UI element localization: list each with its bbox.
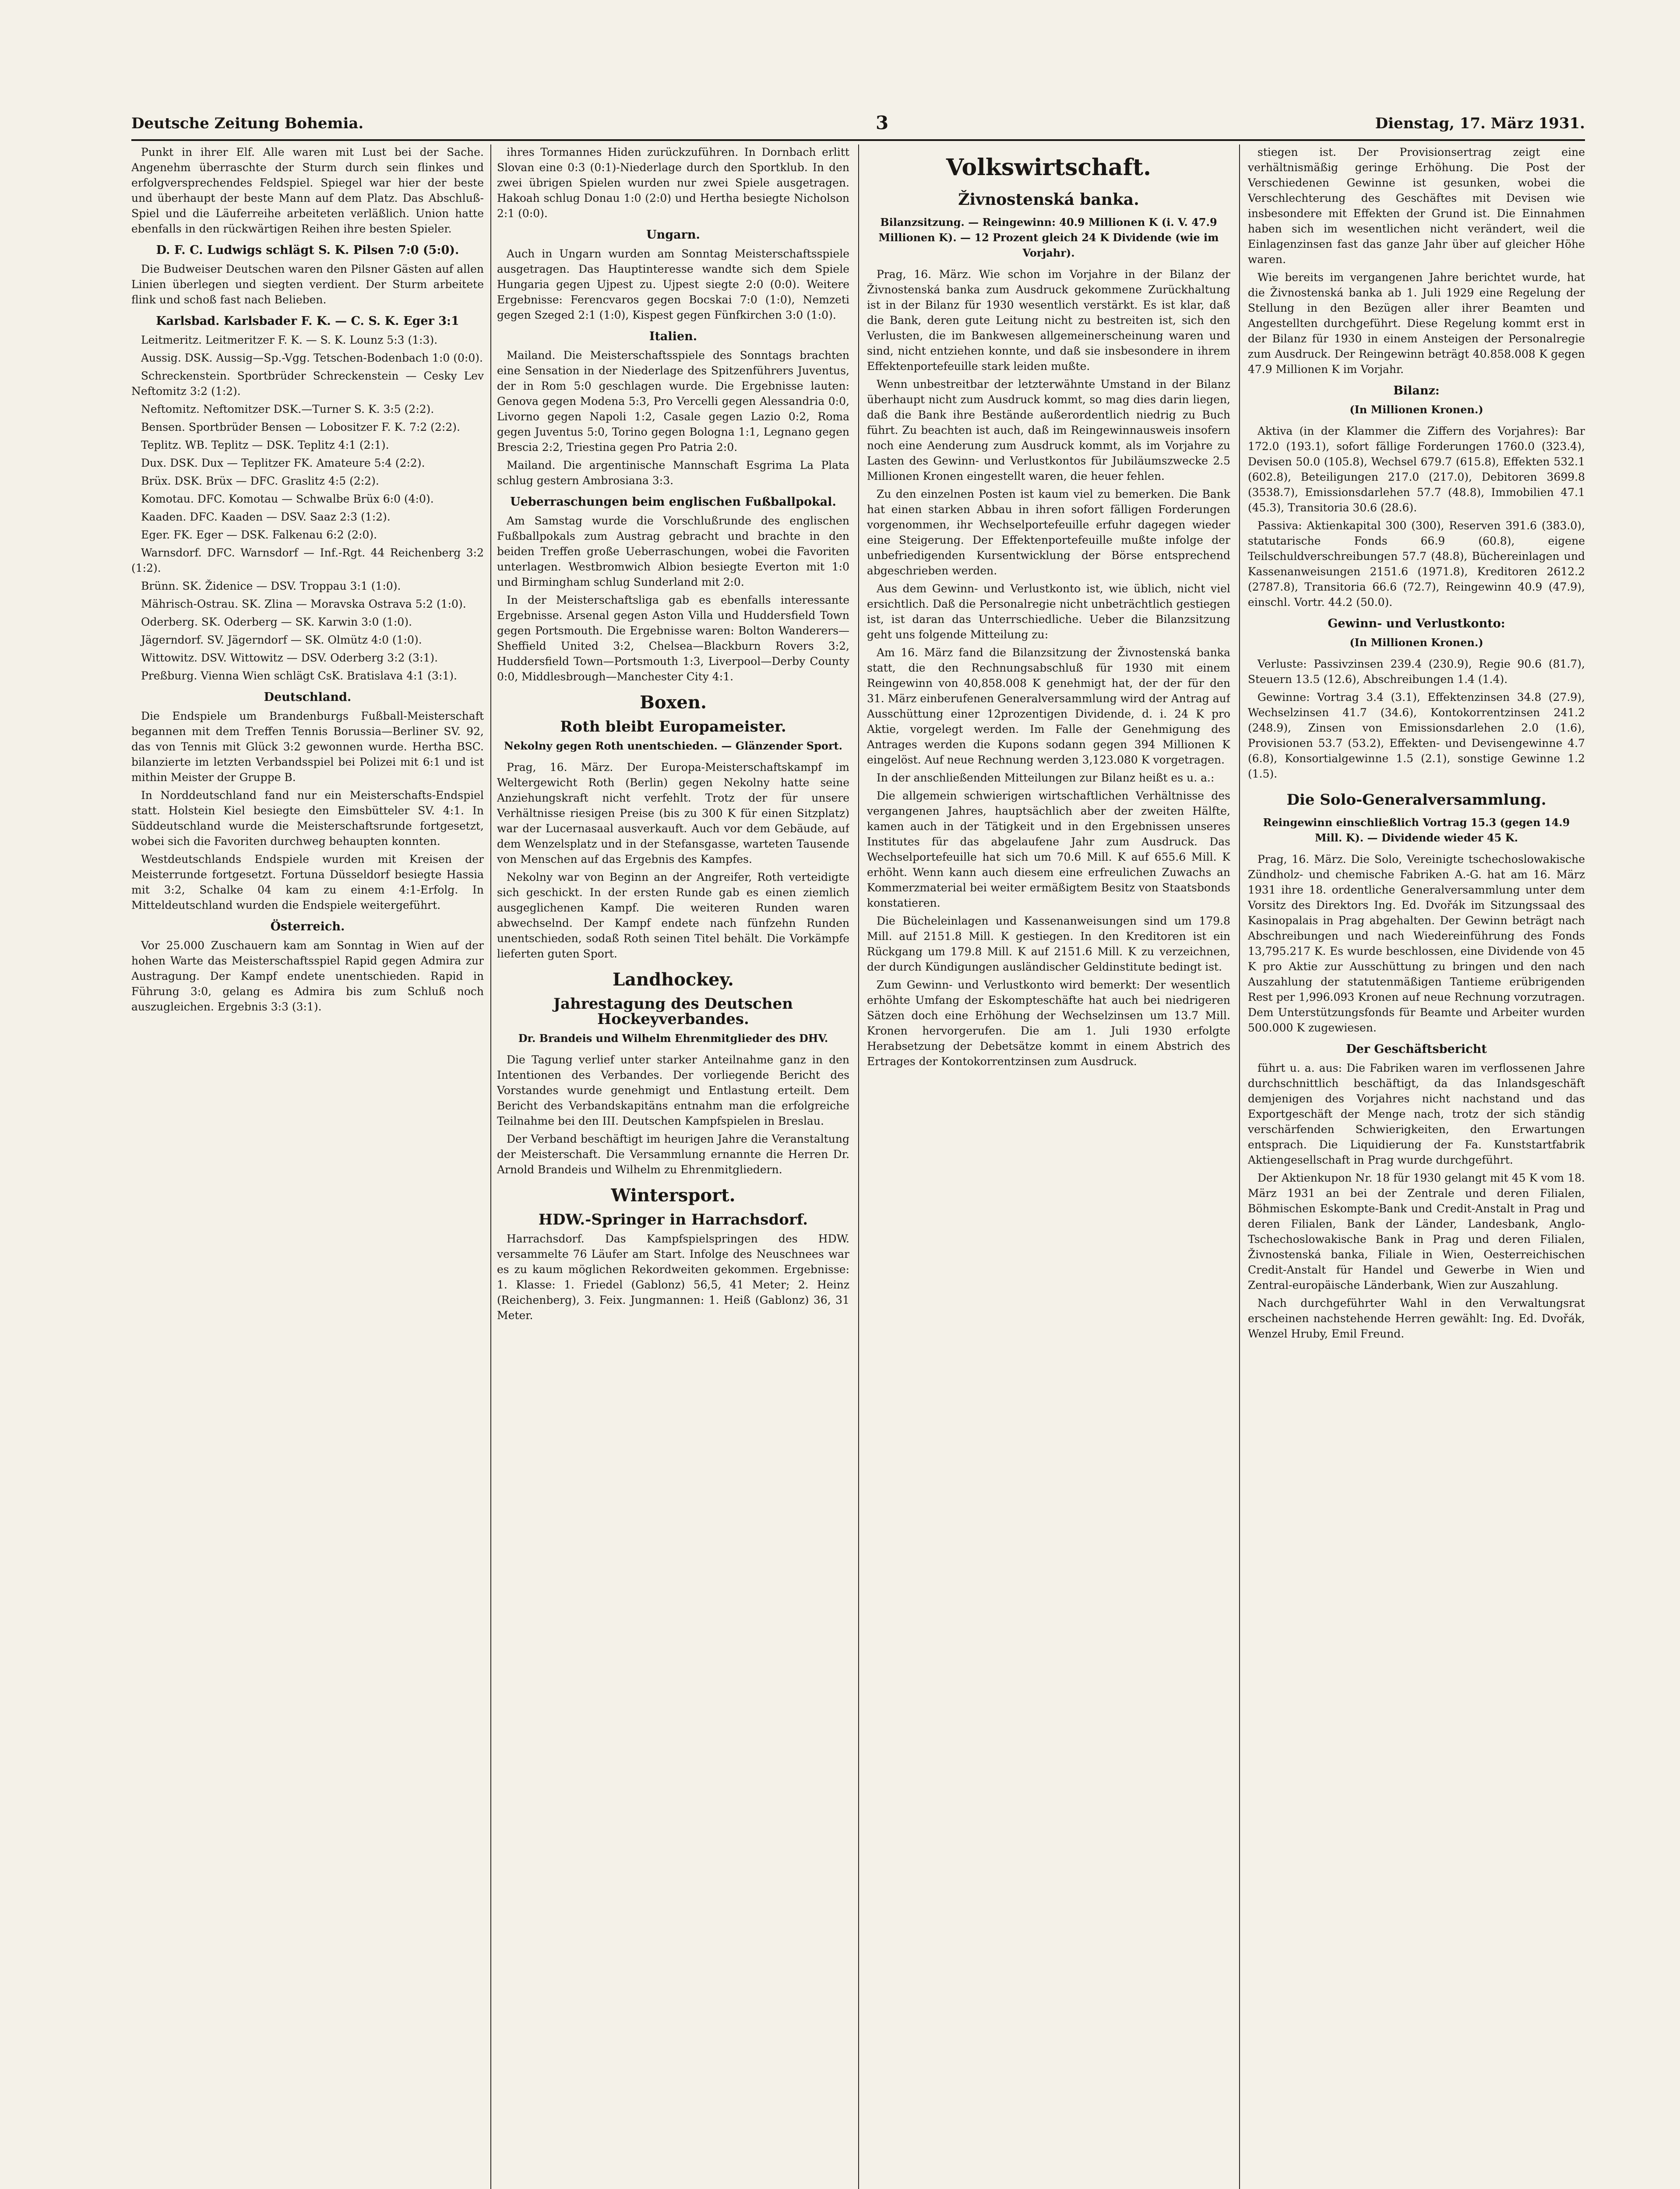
article-paragraph: Passiva: Aktienkapital 300 (300), Reserven 391.6 (383.0), statutarische Fonds 66.9 (60.8), eigene Teilschuldverschreibungen 57.7 (48.8), Büchereinlagen und Kassenanweisungen 2151.6 (1971.8), Kreditoren 2612.2 (2787.8), Transitoria 66.6 (72.7), Reingewinn 40.9 (47.9), einschl. Vortr. 44.2 (50.0). (1248, 519, 1585, 609)
headline: Roth bleibt Europameister. (560, 718, 786, 736)
result-line: Leitmeritz. Leitmeritzer F. K. — S. K. Lounz 5:3 (1:3). (141, 334, 438, 346)
section-title-boxen: Boxen. (640, 692, 707, 713)
subheading: (In Millionen Kronen.) (1349, 636, 1483, 649)
article-paragraph: führt u. a. aus: Die Fabriken waren im verflossenen Jahre durchschnittlich beschäftigt, da das Inlandsgeschäft demjenigen des Vorjahres nicht nachstand und das Exportgeschäft der Menge nach, trotz der sich ständig verschärfenden Schwierigkeiten, den Erwartungen entsprach. Die Liquidierung der Fa. Kunststartfabrik Aktiengesellschaft in Prag wurde durchgeführt. (1248, 1062, 1585, 1166)
article-paragraph: Die Budweiser Deutschen waren den Pilsner Gästen auf allen Linien überlegen und siegten verdient. Der Sturm arbeitete flink und schoß fast nach Belieben. (131, 263, 484, 306)
column-divider (1239, 144, 1240, 2189)
result-line: Mährisch-Ostrau. SK. Zlina — Moravska Ostrava 5:2 (1:0). (141, 598, 466, 610)
result-line: Warnsdorf. DFC. Warnsdorf — Inf.-Rgt. 44 Reichenberg 3:2 (1:2). (131, 546, 484, 574)
headline: Živnostenská banka. (958, 190, 1139, 209)
page-number: 3 (876, 112, 889, 134)
column-economy-2 (1248, 144, 1585, 2189)
result-line: Aussig. DSK. Aussig—Sp.-Vgg. Tetschen-Bodenbach 1:0 (0:0). (141, 352, 483, 364)
masthead (131, 112, 1585, 137)
result-line: Wittowitz. DSV. Wittowitz — DSV. Oderberg 3:2 (3:1). (141, 651, 438, 664)
result-line: Preßburg. Vienna Wien schlägt CsK. Bratislava 4:1 (3:1). (141, 669, 457, 682)
article-paragraph: Prag, 16. März. Wie schon im Vorjahre in der Bilanz der Živnostenská banka zum Ausdruck gekommene Zurückhaltung ist in der Bilanz für 1930 wesentlich verstärkt. Es ist klar, daß die Bank, deren gute Leitung nicht zu bestreiten ist, sich den Verlusten, die im Bankwesen allgemeinerscheinung waren und sind, nicht entziehen konnte, und daß sie insbesondere in ihrem Effektenportefeuille stark leiden mußte. (867, 268, 1230, 373)
subheadline: Bilanzsitzung. — Reingewinn: 40.9 Millionen K (i. V. 47.9 Millionen K). — 12 Prozent gleich 24 K Dividende (wie im Vorjahr). (878, 216, 1219, 259)
column-divider (858, 144, 859, 2189)
subheadline: Reingewinn einschließlich Vortrag 15.3 (gegen 14.9 Mill. K). — Dividende wieder 45 K. (1263, 816, 1570, 844)
result-line: Eger. FK. Eger — DSK. Falkenau 6:2 (2:0). (141, 528, 377, 541)
section-heading: Karlsbad. Karlsbader F. K. — C. S. K. Eger 3:1 (156, 314, 459, 328)
section-heading: Ueberraschungen beim englischen Fußballpokal. (510, 495, 836, 509)
section-heading: Deutschland. (264, 690, 352, 704)
article-paragraph: Vor 25.000 Zuschauern kam am Sonntag in Wien auf der hohen Warte das Meisterschaftsspiel Rapid gegen Admira zur Austragung. Der Kampf endete unentschieden. Rapid in Führung 3:0, gelang es Admira bis zum Schluß noch auszugleichen. Ergebnis 3:3 (3:1). (131, 939, 484, 1013)
article-paragraph: Nach durchgeführter Wahl in den Verwaltungsrat erscheinen nachstehende Herren gewählt: Ing. Ed. Dvořák, Wenzel Hruby, Emil Freund. (1248, 1297, 1585, 1340)
headline: Die Solo-Generalversammlung. (1286, 791, 1546, 809)
article-paragraph: Prag, 16. März. Der Europa-Meisterschaftskampf im Weltergewicht Roth (Berlin) gegen Nekolny hatte seine Anziehungskraft nicht verfehlt. Trotz der für unsere Verhältnisse riesigen Preise (bis zu 300 K für einen Sitzplatz) war der Lucernasaal ausverkauft. Auch vor dem Gebäude, auf dem Wenzelsplatz und in der Stefansgasse, warteten Tausende von Menschen auf das Ergebnis des Kampfes. (497, 761, 849, 866)
headline: Jahrestagung des Deutschen Hockeyverbandes. (553, 995, 793, 1028)
article-paragraph: In Norddeutschland fand nur ein Meisterschafts-Endspiel statt. Holstein Kiel besiegte den Eimsbütteler SV. 4:1. In Süddeutschland wurde die Meisterschaftsrunde fortgesetzt, wobei sich die Favoriten durchweg behaupten konnten. (131, 789, 484, 848)
headline: HDW.-Springer in Harrachsdorf. (538, 1211, 808, 1228)
article-paragraph: Am Samstag wurde die Vorschlußrunde des englischen Fußballpokals zum Austrag gebracht und brachte in den beiden Treffen große Ueberraschungen, wobei die Favoriten unterlagen. Westbromwich Albion besiegte Everton mit 1:0 und Birmingham schlug Sunderland mit 2:0. (497, 514, 849, 588)
article-paragraph: Wie bereits im vergangenen Jahre berichtet wurde, hat die Živnostenská banka ab 1. Juli 1929 eine Regelung der Stellung in den Bezügen aller ihrer Beamten und Angestellten durchgeführt. Diese Regelung kommt erst in der Bilanz für 1930 in einem Ansteigen der Personalregie zum Ausdruck. Der Reingewinn beträgt 40.858.008 K gegen 47.9 Millionen K im Vorjahr. (1248, 271, 1585, 376)
article-paragraph: Der Aktienkupon Nr. 18 für 1930 gelangt mit 45 K vom 18. März 1931 an bei der Zentrale und deren Filialen, Böhmischen Eskompte-Bank und Credit-Anstalt in Prag und deren Filialen, Bank der Länder, Landesbank, Anglo-Tschechoslowakische Bank in Prag und deren Filialen, Živnostenská banka, Filiale in Wien, Oesterreichischen Credit-Anstalt für Handel und Gewerbe in Wien und Zentral-europäische Länderbank, Wien zur Auszahlung. (1248, 1172, 1585, 1292)
article-paragraph: In der Meisterschaftsliga gab es ebenfalls interessante Ergebnisse. Arsenal gegen Aston Villa und Huddersfield Town gegen Portsmouth. Die Ergebnisse waren: Bolton Wanderers—Sheffield United 3:2, Chelsea—Blackburn Rovers 3:2, Huddersfield Town—Portsmouth 1:3, Liverpool—Derby County 0:0, Middlesbrough—Manchester City 4:1. (497, 594, 849, 683)
masthead-rule (131, 139, 1585, 141)
article-paragraph: Aktiva (in der Klammer die Ziffern des Vorjahres): Bar 172.0 (193.1), sofort fällige Forderungen 1760.0 (323.4), Devisen 50.0 (105.8), Wechsel 679.7 (615.8), Effekten 532.1 (602.8), Beteiligungen 217.0 (217.0), Debitoren 3699.8 (3538.7), Emissionsdarlehen 57.7 (48.8), Immobilien 47.1 (45.3), Transitoria 30.6 (28.6). (1248, 425, 1585, 514)
subheading: (In Millionen Kronen.) (1349, 403, 1483, 416)
article-paragraph: Die allgemein schwierigen wirtschaftlichen Verhältnisse des vergangenen Jahres, hauptsächlich aber der zweiten Hälfte, kamen auch in der Tätigkeit und in den Ergebnissen unseres Institutes für das abgelaufene Jahr zum Ausdruck. Das Wechselportefeuille hat sich um 70.6 Mill. K auf 655.6 Mill. K erhöht. Wenn kann auch diesem eine erfreulichen Zuwachs an Kommerzmaterial bei weiter ermäßigtem Besitz von Staatsbonds konstatieren. (867, 789, 1230, 909)
section-heading: Österreich. (270, 920, 345, 933)
column-sport-football (131, 144, 484, 2189)
column-divider (490, 144, 491, 2189)
article-paragraph: Die Bücheleinlagen und Kassenanweisungen sind um 179.8 Mill. auf 2151.8 Mill. K gestiegen. In den Kreditoren ist ein Rückgang um 179.8 Mill. K auf 2151.6 Mill. K zu verzeichnen, der durch Kündigungen ausländischer Geldinstitute bedingt ist. (867, 915, 1230, 973)
article-paragraph: Aus dem Gewinn- und Verlustkonto ist, wie üblich, nicht viel ersichtlich. Daß die Personalregie nicht unbeträchtlich gestiegen ist, ist daran das Unterrschiedliche. Ueber die Bilanzsitzung geht uns folgende Mitteilung zu: (867, 582, 1230, 641)
article-paragraph: Zum Gewinn- und Verlustkonto wird bemerkt: Der wesentlich erhöhte Umfang der Eskompteschäfte hat auch bei niedrigeren Sätzen doch eine Erhöhung der Wechselzinsen um 13.7 Mill. Kronen hervorgerufen. Die am 1. Juli 1930 erfolgte Herabsetzung der Debetsätze kommt in einem Abstrich des Ertrages der Kontokorrentzinsen zum Ausdruck. (867, 978, 1230, 1068)
article-paragraph: Zu den einzelnen Posten ist kaum viel zu bemerken. Die Bank hat einen starken Abbau in ihren sofort fälligen Forderungen vorgenommen, ihr Wechselportefeuille erfuhr dagegen wieder eine Steigerung. Der Effektenportefeuille mußte infolge der unbefriedigenden Kursentwicklung der Börse entsprechend abgeschrieben werden. (867, 488, 1230, 577)
issue-date: Dienstag, 17. März 1931. (1375, 115, 1585, 132)
article-paragraph: Harrachsdorf. Das Kampfspielspringen des HDW. versammelte 76 Läufer am Start. Infolge des Neuschnees war es zu kaum möglichen Rekordweiten gekommen. Ergebnisse: 1. Klasse: 1. Friedel (Gablonz) 56,5, 41 Meter; 2. Heinz (Reichenberg), 3. Feix. Jungmannen: 1. Heiß (Gablonz) 36, 31 Meter. (497, 1232, 849, 1322)
result-line: Brüx. DSK. Brüx — DFC. Graslitz 4:5 (2:2). (141, 475, 379, 487)
column-sport-misc (497, 144, 849, 2189)
article-paragraph: Die Endspiele um Brandenburgs Fußball-Meisterschaft begannen mit dem Treffen Tennis Borussia—Berliner SV. 92, das von Tennis mit Glück 3:2 gewonnen wurde. Hertha BSC. bilanzierte im letzten Verbandsspiel bei Polizei mit 6:1 und ist mithin Meister der Gruppe B. (131, 710, 484, 784)
article-paragraph: Nekolny war von Beginn an der Angreifer, Roth verteidigte sich geschickt. In der ersten Runde gab es einen ziemlich ausgeglichenen Kampf. Die weiteren Runden waren abwechselnd. Der Kampf endete nach fünfzehn Runden unentschieden, sodaß Roth seinen Titel behält. Die Vorkämpfe lieferten guten Sport. (497, 871, 849, 960)
article-paragraph: Westdeutschlands Endspiele wurden mit Kreisen der Meisterrunde fortgesetzt. Fortuna Düsseldorf besiegte Hassia mit 3:2, Schalke 04 kam zu einem 4:1-Erfolg. In Mitteldeutschland wurden die Endspiele weitergeführt. (131, 853, 484, 911)
subheadline: Nekolny gegen Roth unentschieden. — Glänzender Sport. (504, 739, 842, 752)
result-line: Komotau. DFC. Komotau — Schwalbe Brüx 6:0 (4:0). (141, 493, 434, 505)
result-line: Schreckenstein. Sportbrüder Schreckenstein — Cesky Lev Neftomitz 3:2 (1:2). (131, 370, 484, 398)
article-paragraph: Wenn unbestreitbar der letzterwähnte Umstand in der Bilanz überhaupt nicht zum Ausdruck kommt, so mag dies darin liegen, daß die Bank ihre Bestände außerordentlich niedrig zu Buch führt. Zu beachten ist auch, daß im Reingewinnausweis insofern noch eine Aenderung zum Ausdruck kommt, als im Vorjahre zu Lasten des Gewinn- und Verlustkontos für Jubiläumszwecke 2.5 Millionen Kronen eingestellt waren, die heuer fehlen. (867, 378, 1230, 482)
result-line: Brünn. SK. Židenice — DSV. Troppau 3:1 (1:0). (141, 580, 401, 592)
article-paragraph: Auch in Ungarn wurden am Sonntag Meisterschaftsspiele ausgetragen. Das Hauptinteresse wandte sich dem Spiele Hungaria gegen Ujpest zu. Ujpest siegte 2:0 (0:0). Weitere Ergebnisse: Ferencvaros gegen Bocskai 7:0 (1:0), Nemzeti gegen Szeged 2:1 (1:0), Kispest gegen Fünfkirchen 3:0 (1:0). (497, 247, 849, 321)
column-economy (867, 144, 1230, 2189)
result-line: Kaaden. DFC. Kaaden — DSV. Saaz 2:3 (1:2). (141, 510, 391, 523)
article-paragraph: ihres Tormannes Hiden zurückzuführen. In Dornbach erlitt Slovan eine 0:3 (0:1)-Niederlage durch den Sportklub. In den zwei übrigen Spielen wurden nur zwei Spiele ausgetragen. Hakoah schlug Donau 1:0 (2:0) und Hertha besiegte Nicholson 2:1 (0:0). (497, 146, 849, 220)
article-paragraph: In der anschließenden Mitteilungen zur Bilanz heißt es u. a.: (877, 771, 1215, 784)
result-line: Dux. DSK. Dux — Teplitzer FK. Amateure 5:4 (2:2). (141, 457, 425, 469)
section-title-landhockey: Landhockey. (613, 969, 734, 990)
article-paragraph: Verluste: Passivzinsen 239.4 (230.9), Regie 90.6 (81.7), Steuern 13.5 (12.6), Abschreibungen 1.4 (1.4). (1248, 658, 1585, 686)
result-line: Oderberg. SK. Oderberg — SK. Karwin 3:0 (1:0). (141, 616, 412, 628)
article-paragraph: Der Verband beschäftigt im heurigen Jahre die Veranstaltung der Meisterschaft. Die Versammlung ernannte die Herren Dr. Arnold Brandeis und Wilhelm zu Ehrenmitgliedern. (497, 1133, 849, 1176)
paper-title: Deutsche Zeitung Bohemia. (131, 115, 364, 132)
article-paragraph: Mailand. Die argentinische Mannschaft Esgrima La Plata schlug gestern Ambrosiana 3:3. (497, 459, 849, 487)
section-title-volkswirtschaft: Volkswirtschaft. (946, 154, 1152, 181)
result-line: Jägerndorf. SV. Jägerndorf — SK. Olmütz 4:0 (1:0). (141, 633, 422, 646)
result-line: Neftomitz. Neftomitzer DSK.—Turner S. K. 3:5 (2:2). (141, 403, 434, 415)
article-paragraph: Punkt in ihrer Elf. Alle waren mit Lust bei der Sache. Angenehm überraschte der Sturm durch sein flinkes und erfolgversprechendes Feldspiel. Spiegel war hier der beste und überhaupt der beste Mann auf dem Platz. Das Abschluß-Spiel und die Läuferreihe arbeiteten verläßlich. Union hatte ebenfalls in den rückwärtigen Reihen ihre besten Spieler. (131, 146, 484, 235)
article-paragraph: stiegen ist. Der Provisionsertrag zeigt eine verhältnismäßig geringe Erhöhung. Die Post der Verschiedenen Gewinne ist gesunken, wobei die Verschlechterung des Geschäftes mit Devisen wie insbesondere mit Effekten der Grund ist. Die Einnahmen haben sich im wesentlichen nicht verändert, weil die Einlagenzinsen fast das ganze Jahr über auf gleicher Höhe waren. (1248, 146, 1585, 266)
result-line: Bensen. Sportbrüder Bensen — Lobositzer F. K. 7:2 (2:2). (141, 421, 460, 433)
section-heading: Der Geschäftsbericht (1346, 1042, 1487, 1056)
article-paragraph: Am 16. März fand die Bilanzsitzung der Živnostenská banka statt, die den Rechnungsabschluß für 1930 mit einem Reingewinn von 40,858.008 K genehmigt hat, der der für den 31. März einberufenen Generalversammlung wird der Antrag auf Ausschüttung einer 12prozentigen Dividende, d. i. 24 K pro Aktie, vorgelegt werden. Im Falle der Genehmigung des Antrages werden die Kupons sodann gegen 394 Millionen K eingelöst. Auf neue Rechnung werden 3,123.080 K vorgetragen. (867, 646, 1230, 766)
section-heading: Italien. (649, 330, 697, 343)
subheadline: Dr. Brandeis und Wilhelm Ehrenmitglieder des DHV. (518, 1032, 828, 1045)
result-line: Teplitz. WB. Teplitz — DSK. Teplitz 4:1 (2:1). (141, 439, 389, 451)
section-heading: D. F. C. Ludwigs schlägt S. K. Pilsen 7:0 (5:0). (156, 243, 459, 257)
article-paragraph: Die Tagung verlief unter starker Anteilnahme ganz in den Intentionen des Verbandes. Der vorliegende Bericht des Vorstandes wurde genehmigt und Entlastung erteilt. Dem Bericht des Verbandskapitäns entnahm man die erfolgreiche Teilnahme bei den III. Deutschen Kampfspielen in Breslau. (497, 1053, 849, 1127)
article-paragraph: Mailand. Die Meisterschaftsspiele des Sonntags brachten eine Sensation in der Niederlage des Spitzenführers Juventus, der in Rom 5:0 geschlagen wurde. Die Ergebnisse lauten: Genova gegen Modena 5:3, Pro Vercelli gegen Alessandria 0:0, Livorno gegen Napoli 1:2, Casale gegen Lazio 0:2, Roma gegen Juventus 5:0, Torino gegen Bologna 1:1, Legnano gegen Brescia 2:2, Triestina gegen Pro Patria 2:0. (497, 349, 849, 454)
section-title-wintersport: Wintersport. (611, 1185, 736, 1206)
article-paragraph: Gewinne: Vortrag 3.4 (3.1), Effektenzinsen 34.8 (27.9), Wechselzinsen 41.7 (34.6), Kontokorrentzinsen 241.2 (248.9), Zinsen von Emissionsdarlehen 2.0 (1.6), Provisionen 53.7 (53.2), Effekten- und Devisengewinne 4.7 (6.8), Konsortialgewinne 1.5 (2.1), sonstige Gewinne 1.2 (1.5). (1248, 691, 1585, 780)
article-paragraph: Prag, 16. März. Die Solo, Vereinigte tschechoslowakische Zündholz- und chemische Fabriken A.-G. hat am 16. März 1931 ihre 18. ordentliche Generalversammlung unter dem Vorsitz des Direktors Ing. Ed. Dvořák im Sitzungssaal des Kasinopalais in Prag abgehalten. Der Gewinn beträgt nach Abschreibungen und nach Wiedereinführung des Fonds 13,795.217 K. Es wurde beschlossen, eine Dividende von 45 K pro Aktie zur Ausschüttung zu bringen und den nach Auszahlung der statutenmäßigen Tantieme erübrigenden Rest per 1,996.093 Kronen auf neue Rechnung vorzutragen. Dem Unterstützungsfonds für Beamte und Arbeiter wurden 500.000 K zugewiesen. (1248, 853, 1585, 1034)
section-heading: Gewinn- und Verlustkonto: (1328, 617, 1505, 630)
section-heading: Bilanz: (1393, 384, 1440, 398)
section-heading: Ungarn. (646, 228, 700, 242)
